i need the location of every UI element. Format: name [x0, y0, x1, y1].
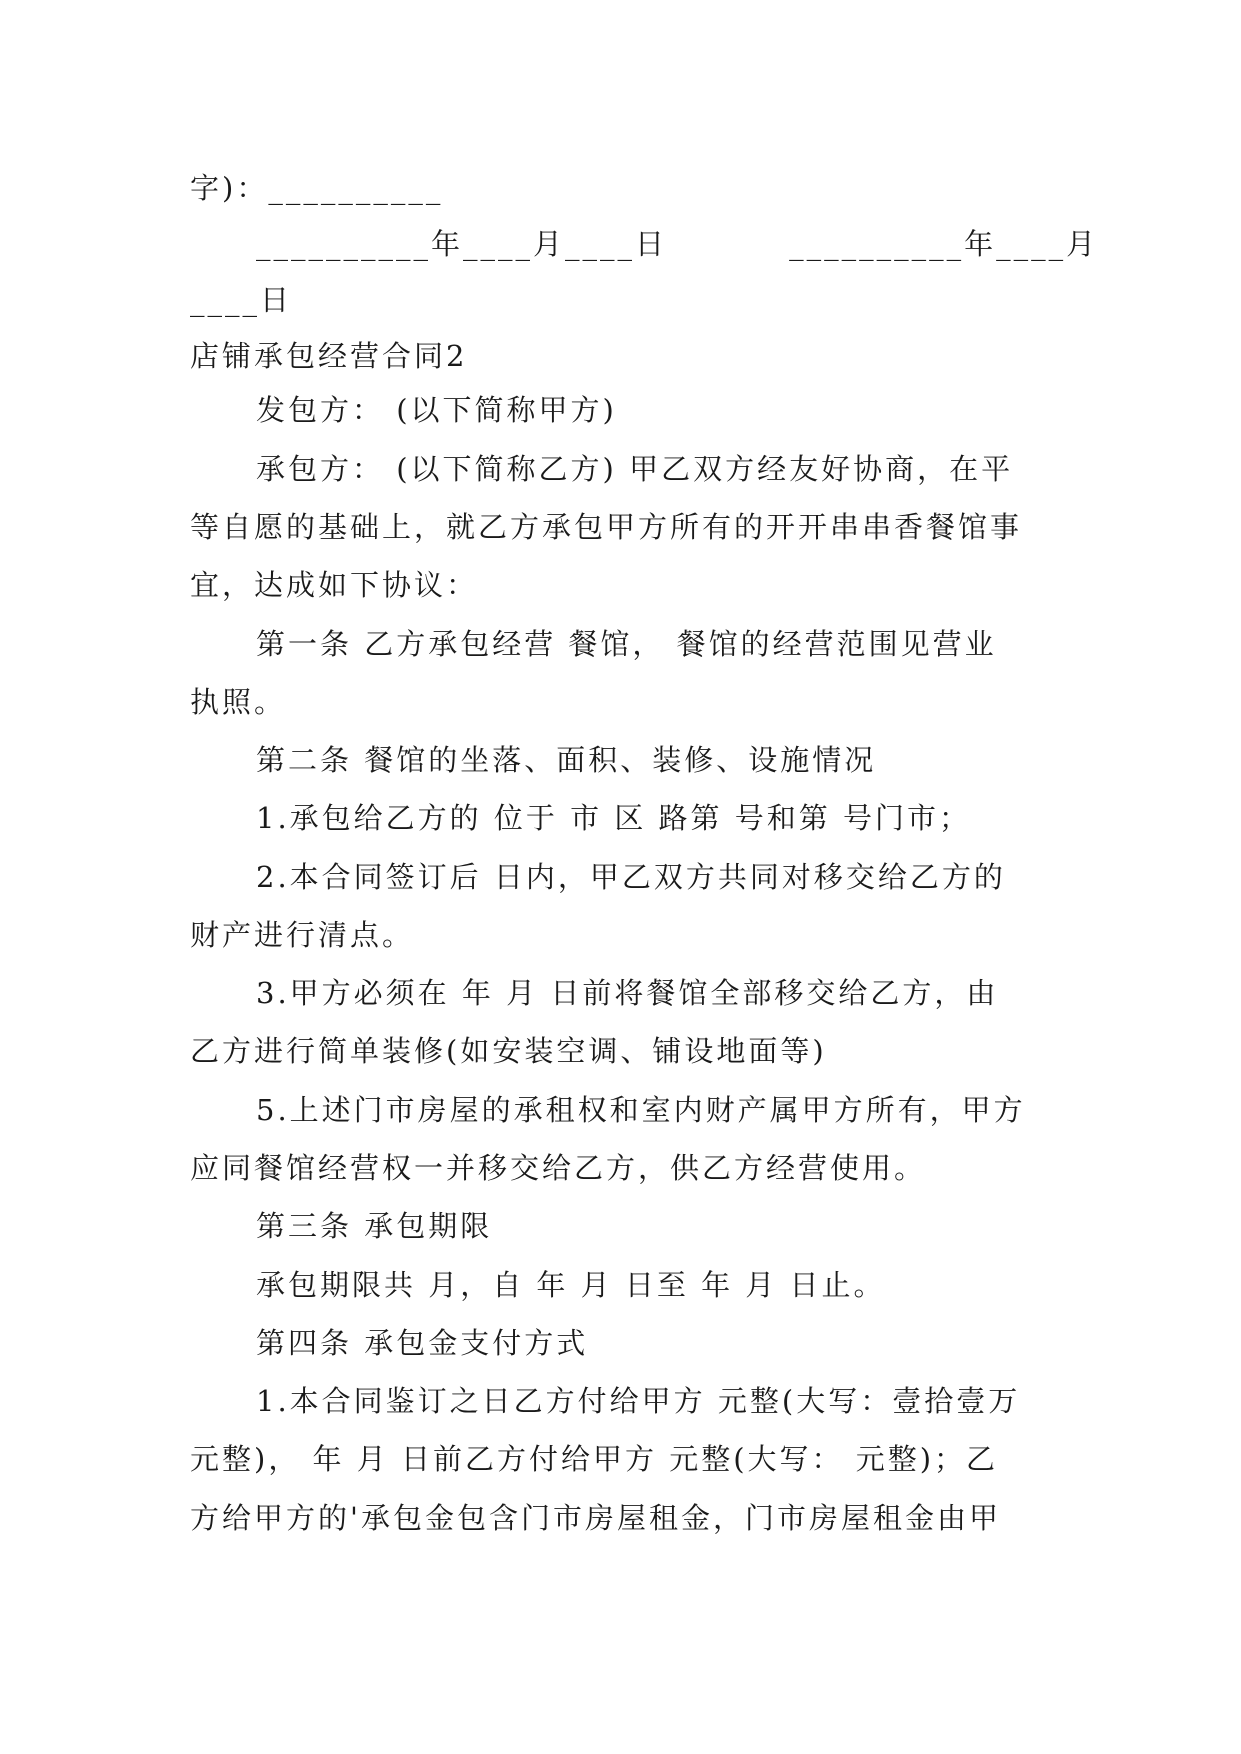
text-line: 执照。 — [190, 685, 287, 719]
clause-item: 1.本合同鉴订之日乙方付给甲方 元整(大写：壹拾壹万 — [256, 1384, 1021, 1418]
text-line: ____日 — [190, 283, 293, 317]
article-heading: 第四条 承包金支付方式 — [256, 1326, 589, 1360]
article-heading: 第一条 乙方承包经营 餐馆， 餐馆的经营范围见营业 — [256, 627, 997, 661]
document-title: 店铺承包经营合同2 — [190, 339, 468, 373]
text-line: 宜，达成如下协议： — [190, 568, 479, 602]
text-line: 元整)， 年 月 日前乙方付给甲方 元整(大写： 元整)；乙 — [190, 1442, 999, 1476]
text-line: 承包方： (以下简称乙方) 甲乙双方经友好协商，在平 — [256, 452, 1014, 486]
text-line: 字)：__________ — [190, 171, 444, 205]
text-line: 应同餐馆经营权一并移交给乙方，供乙方经营使用。 — [190, 1151, 927, 1185]
date-line: __________年____月____日 __________年____月 — [256, 227, 1099, 261]
text-line: 方给甲方的'承包金包含门市房屋租金，门市房屋租金由甲 — [190, 1501, 1001, 1535]
clause-item: 1.承包给乙方的 位于 市 区 路第 号和第 号门市； — [256, 801, 971, 835]
text-line: 等自愿的基础上，就乙方承包甲方所有的开开串串香餐馆事 — [190, 510, 1023, 544]
clause-item: 3.甲方必须在 年 月 日前将餐馆全部移交给乙方，由 — [256, 976, 999, 1010]
clause-item: 2.本合同签订后 日内，甲乙双方共同对移交给乙方的 — [256, 860, 1006, 894]
text-line: 乙方进行简单装修(如安装空调、铺设地面等) — [190, 1034, 827, 1068]
text-line: 承包期限共 月，自 年 月 日至 年 月 日止。 — [256, 1268, 886, 1302]
clause-item: 5.上述门市房屋的承租权和室内财产属甲方所有，甲方 — [256, 1093, 1026, 1127]
text-line: 财产进行清点。 — [190, 918, 415, 952]
article-heading: 第三条 承包期限 — [256, 1209, 493, 1243]
article-heading: 第二条 餐馆的坐落、面积、装修、设施情况 — [256, 743, 877, 777]
text-line: 发包方： (以下简称甲方) — [256, 393, 617, 427]
